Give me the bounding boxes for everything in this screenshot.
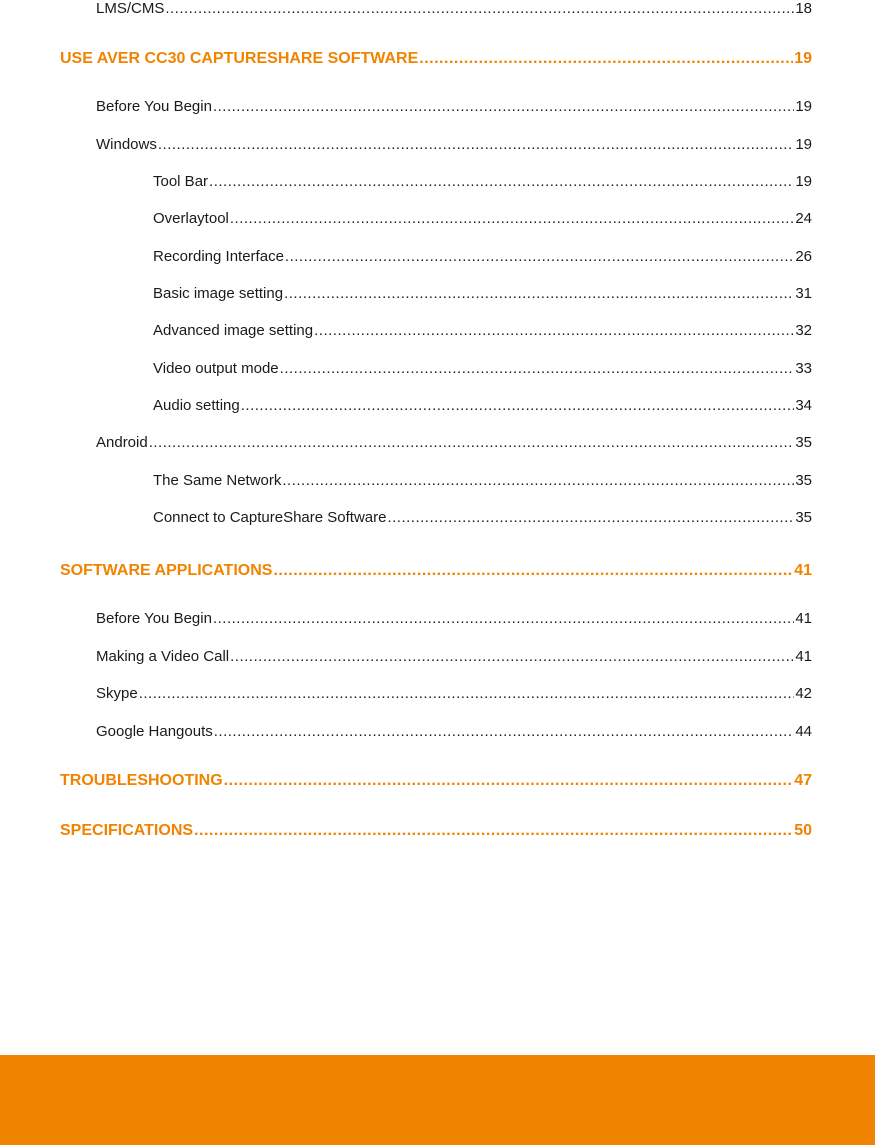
toc-dot-leader bbox=[230, 646, 794, 668]
toc-dot-leader bbox=[165, 0, 794, 20]
toc-entry-advanced-image-setting[interactable] bbox=[153, 320, 812, 342]
toc-entry-title: Connect to CaptureShare Software bbox=[153, 509, 387, 526]
toc-entry-title: LMS/CMS bbox=[96, 0, 165, 17]
toc-entry-title: Before You Begin bbox=[96, 610, 212, 627]
toc-entry-google-hangouts[interactable] bbox=[96, 721, 812, 743]
toc-entry-title: Making a Video Call bbox=[96, 648, 230, 665]
toc-dot-leader bbox=[273, 560, 793, 582]
toc-entry-lms-cms[interactable] bbox=[96, 0, 812, 20]
toc-dot-leader bbox=[419, 48, 793, 70]
toc-page-number: 35 bbox=[795, 434, 812, 451]
toc-entry-before-you-begin-2[interactable] bbox=[96, 608, 812, 630]
toc-entry-basic-image-setting[interactable] bbox=[153, 283, 812, 305]
toc-entry-tool-bar[interactable] bbox=[153, 171, 812, 193]
toc-entry-title: Audio setting bbox=[153, 397, 240, 414]
toc-entry-title: The Same Network bbox=[153, 472, 282, 489]
toc-entry-recording-interface[interactable] bbox=[153, 246, 812, 268]
footer-band bbox=[0, 1055, 875, 1145]
toc-entry-title: Video output mode bbox=[153, 360, 279, 377]
toc-dot-leader bbox=[314, 320, 794, 342]
toc-dot-leader bbox=[224, 770, 794, 792]
toc-entry-connect-to-captureshare[interactable] bbox=[153, 507, 812, 529]
toc-entry-title: Windows bbox=[96, 136, 157, 153]
toc-dot-leader bbox=[282, 470, 794, 492]
toc-section-use-aver-cc30[interactable] bbox=[60, 48, 812, 70]
toc-entry-audio-setting[interactable] bbox=[153, 395, 812, 417]
toc-entry-overlaytool[interactable] bbox=[153, 208, 812, 230]
toc-section-software-applications[interactable] bbox=[60, 560, 812, 582]
toc-entry-windows[interactable] bbox=[96, 134, 812, 156]
toc-dot-leader bbox=[209, 171, 794, 193]
toc-entry-before-you-begin[interactable] bbox=[96, 96, 812, 118]
toc-dot-leader bbox=[149, 432, 795, 454]
toc-section-troubleshooting[interactable] bbox=[60, 770, 812, 792]
toc-dot-leader bbox=[285, 246, 794, 268]
toc-entry-android[interactable] bbox=[96, 432, 812, 454]
toc-page-number: 24 bbox=[795, 210, 812, 227]
toc-page-number: 41 bbox=[795, 610, 812, 627]
toc-dot-leader bbox=[213, 608, 794, 630]
toc-entry-video-output-mode[interactable] bbox=[153, 358, 812, 380]
toc-dot-leader bbox=[194, 820, 793, 842]
toc-page-number: 32 bbox=[795, 322, 812, 339]
toc-page-number: 42 bbox=[795, 685, 812, 702]
toc-entry-title: Skype bbox=[96, 685, 138, 702]
toc-page-number: 41 bbox=[794, 562, 812, 579]
toc-page-number: 44 bbox=[795, 723, 812, 740]
toc-entry-skype[interactable] bbox=[96, 683, 812, 705]
toc-dot-leader bbox=[139, 683, 795, 705]
toc-page-number: 19 bbox=[795, 98, 812, 115]
toc-entry-title: Basic image setting bbox=[153, 285, 284, 302]
toc-page-number: 19 bbox=[794, 50, 812, 67]
toc-entry-title: USE AVER CC30 CAPTURESHARE SOFTWARE bbox=[60, 50, 419, 67]
toc-dot-leader bbox=[280, 358, 795, 380]
toc-page-number: 31 bbox=[795, 285, 812, 302]
toc-page-number: 34 bbox=[795, 397, 812, 414]
toc-entry-title: SPECIFICATIONS bbox=[60, 822, 194, 839]
toc-entry-title: Tool Bar bbox=[153, 173, 209, 190]
toc-page-number: 35 bbox=[795, 472, 812, 489]
toc-page-number: 41 bbox=[795, 648, 812, 665]
toc-page-number: 18 bbox=[795, 0, 812, 17]
toc-entry-title: Before You Begin bbox=[96, 98, 212, 115]
toc-dot-leader bbox=[387, 507, 794, 529]
toc-page-number: 50 bbox=[794, 822, 812, 839]
toc-page-number: 47 bbox=[794, 772, 812, 789]
toc-dot-leader bbox=[214, 721, 795, 743]
toc-page-number: 35 bbox=[795, 509, 812, 526]
toc-page-number: 33 bbox=[795, 360, 812, 377]
toc-page-number: 19 bbox=[795, 136, 812, 153]
toc-entry-title: Android bbox=[96, 434, 148, 451]
toc-entry-title: Overlaytool bbox=[153, 210, 229, 227]
toc-page-number: 19 bbox=[795, 173, 812, 190]
toc-entry-title: Google Hangouts bbox=[96, 723, 213, 740]
toc-entry-making-a-video-call[interactable] bbox=[96, 646, 812, 668]
toc-dot-leader bbox=[158, 134, 794, 156]
toc-dot-leader bbox=[284, 283, 794, 305]
toc-section-specifications[interactable] bbox=[60, 820, 812, 842]
toc-dot-leader bbox=[213, 96, 794, 118]
toc-entry-title: SOFTWARE APPLICATIONS bbox=[60, 562, 273, 579]
toc-dot-leader bbox=[241, 395, 795, 417]
toc-page-number: 26 bbox=[795, 248, 812, 265]
toc-dot-leader bbox=[230, 208, 794, 230]
toc-entry-title: Recording Interface bbox=[153, 248, 284, 265]
toc-entry-the-same-network[interactable] bbox=[153, 470, 812, 492]
toc-entry-title: TROUBLESHOOTING bbox=[60, 772, 223, 789]
toc-entry-title: Advanced image setting bbox=[153, 322, 314, 339]
